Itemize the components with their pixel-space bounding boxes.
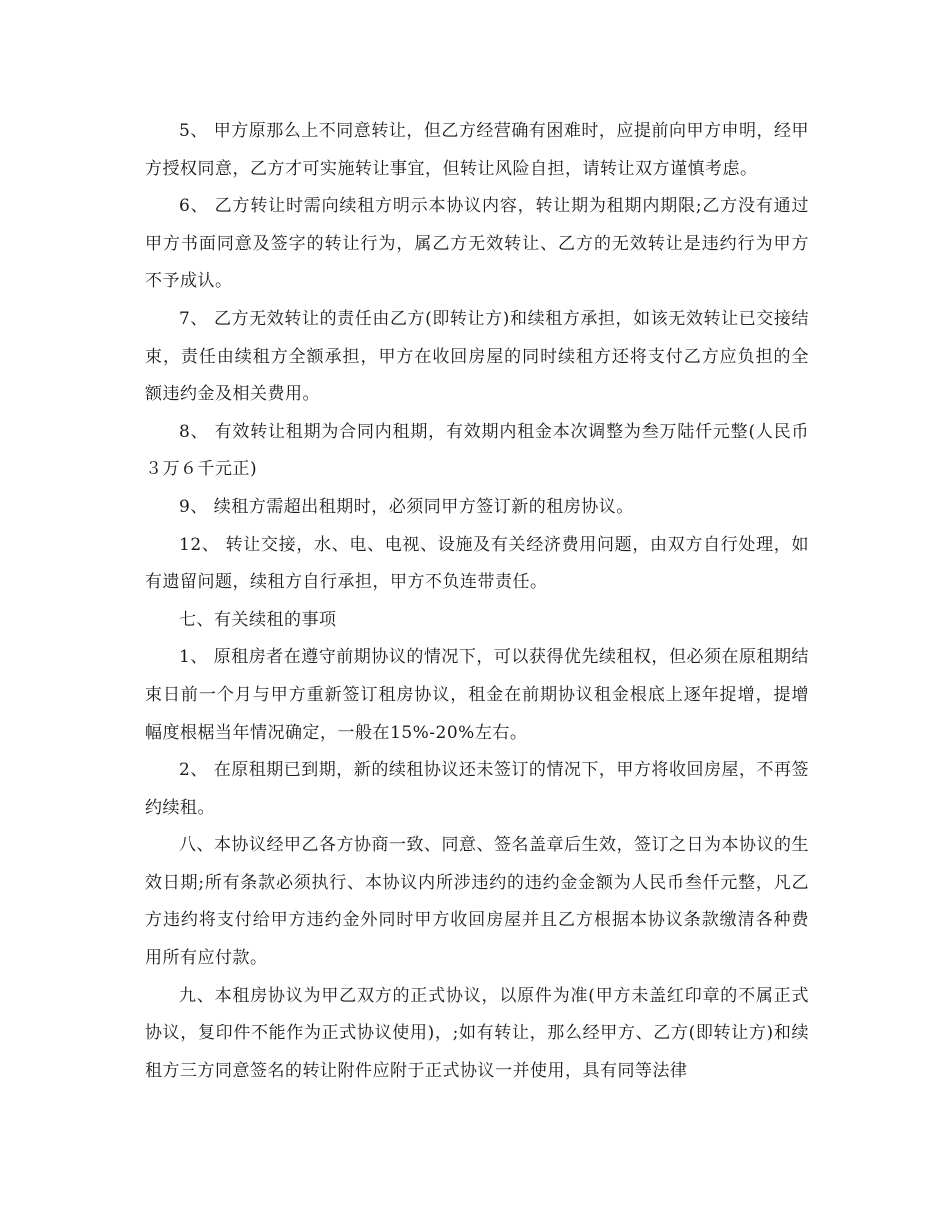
paragraph-clause-6: 6、 乙方转让时需向续租方明示本协议内容，转让期为租期内期限;乙方没有通过甲方书面同意及签字的转让行为，属乙方无效转让、乙方的无效转让是违约行为甲方不予成认。 <box>145 196 809 292</box>
paragraph-clause-9: 9、 续租方需超出租期时，必须同甲方签订新的租房协议。 <box>179 496 634 517</box>
paragraph-renewal-2: 2、 在原租期已到期，新的续租协议还未签订的情况下，甲方将收回房屋，不再签约续租。 <box>145 760 809 818</box>
paragraph-section-8: 八、本协议经甲乙各方协商一致、同意、签名盖章后生效，签订之日为本协议的生效日期;所有条款必须执行、本协议内所涉违约的违约金金额为人民币叁仟元整，凡乙方违约将支付给甲方违约金外同时甲方收回房屋并且乙方根据本协议条款缴清各种费用所有应付款。 <box>145 835 809 969</box>
paragraph-renewal-1: 1、 原租房者在遵守前期协议的情况下，可以获得优先续租权，但必须在原租期结束日前一个月与甲方重新签订租房协议，租金在前期协议租金根底上逐年捉增，提增幅度根椐当年情况确定，一般在15%-20%左右。 <box>145 647 809 743</box>
paragraph-clause-7: 7、 乙方无效转让的责任由乙方(即转让方)和续租方承担，如该无效转让已交接结束，责任由续租方全额承担，甲方在收回房屋的同时续租方还将支付乙方应负担的全额违约金及相关费用。 <box>145 308 809 405</box>
paragraph-clause-12: 12、 转让交接，水、电、电视、设施及有关经济费用问题，由双方自行处理，如有遗留问题，续租方自行承担，甲方不负连带责任。 <box>145 534 809 593</box>
paragraph-section-9: 九、本租房协议为甲乙双方的正式协议，以原件为准(甲方未盖红印章的不属正式协议，复印件不能作为正式协议使用)，;如有转让，那么经甲方、乙方(即转让方)和续租方三方同意签名的转让附件应附于正式协议一并使用，具有同等法律 <box>145 985 809 1081</box>
paragraph-clause-5: 5、 甲方原那么上不同意转让，但乙方经营确有困难时，应提前向甲方申明，经甲方授权同意，乙方才可实施转让事宜，但转让风险自担，请转让双方谨慎考虑。 <box>145 121 809 179</box>
paragraph-clause-8: 8、 有效转让租期为合同内租期，有效期内租金本次调整为叁万陆仟元整(人民币３万６千元正) <box>145 421 809 480</box>
section-heading-renewal: 七、有关续租的事项 <box>179 609 337 630</box>
document-body <box>145 113 809 1090</box>
